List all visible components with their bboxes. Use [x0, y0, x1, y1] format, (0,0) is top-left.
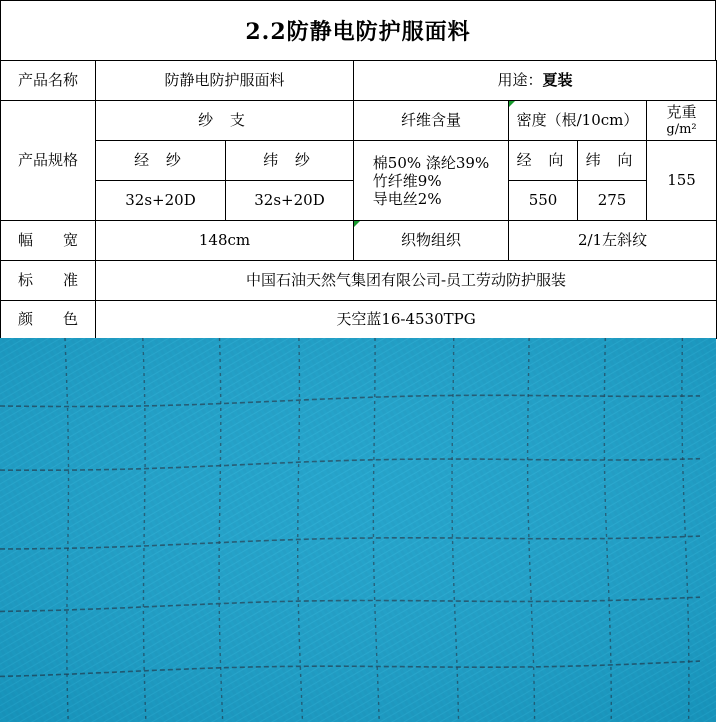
weave-value: 2/1左斜纹 — [509, 221, 717, 261]
warp-yarn-label: 经 纱 — [96, 141, 226, 181]
fiber-content-cell — [354, 141, 509, 221]
use-cell — [354, 61, 717, 101]
warp-density-value: 550 — [509, 181, 578, 221]
density-label: 密度（根/10cm） — [509, 101, 647, 141]
page-title: 2.2防静电防护服面料 — [0, 0, 716, 60]
color-label: 颜 色 — [1, 301, 96, 339]
fiber-line-2: 竹纤维9% — [372, 171, 442, 190]
fiber-label: 纤维含量 — [354, 101, 509, 141]
weight-value: 155 — [647, 141, 717, 221]
weave-label: 织物组织 — [354, 221, 509, 261]
standard-value: 中国石油天然气集团有限公司-员工劳动防护服装 — [96, 261, 717, 301]
fiber-line-3: 导电丝2% — [372, 189, 442, 208]
row-width — [1, 221, 717, 261]
row-color — [1, 301, 717, 339]
row-spec-header — [1, 101, 717, 141]
fiber-line-1: 棉50% 涤纶39% — [372, 153, 490, 172]
yarn-label: 纱 支 — [96, 101, 354, 141]
row-standard — [1, 261, 717, 301]
weight-label: 克重 — [666, 102, 697, 121]
weft-dir-label: 纬 向 — [578, 141, 647, 181]
row-product-name — [1, 61, 717, 101]
name-value: 防静电防护服面料 — [96, 61, 354, 101]
warp-yarn-value: 32s+20D — [96, 181, 226, 221]
name-label: 产品名称 — [1, 61, 96, 101]
color-value: 天空蓝16-4530TPG — [96, 301, 717, 339]
weft-yarn-value: 32s+20D — [226, 181, 354, 221]
warp-dir-label: 经 向 — [509, 141, 578, 181]
weight-unit: g/m² — [666, 121, 697, 137]
weight-label-cell — [647, 101, 717, 141]
use-label: 用途： — [497, 71, 543, 89]
weft-yarn-label: 纬 纱 — [226, 141, 354, 181]
spec-table — [0, 60, 717, 339]
use-value: 夏装 — [542, 71, 573, 89]
fabric-swatch-image — [0, 338, 716, 722]
fabric-swatch-pattern — [0, 338, 716, 722]
width-value: 148cm — [96, 221, 354, 261]
standard-label: 标 准 — [1, 261, 96, 301]
spec-label: 产品规格 — [1, 101, 96, 221]
row-spec-subheader — [1, 141, 717, 181]
width-label: 幅 宽 — [1, 221, 96, 261]
weft-density-value: 275 — [578, 181, 647, 221]
